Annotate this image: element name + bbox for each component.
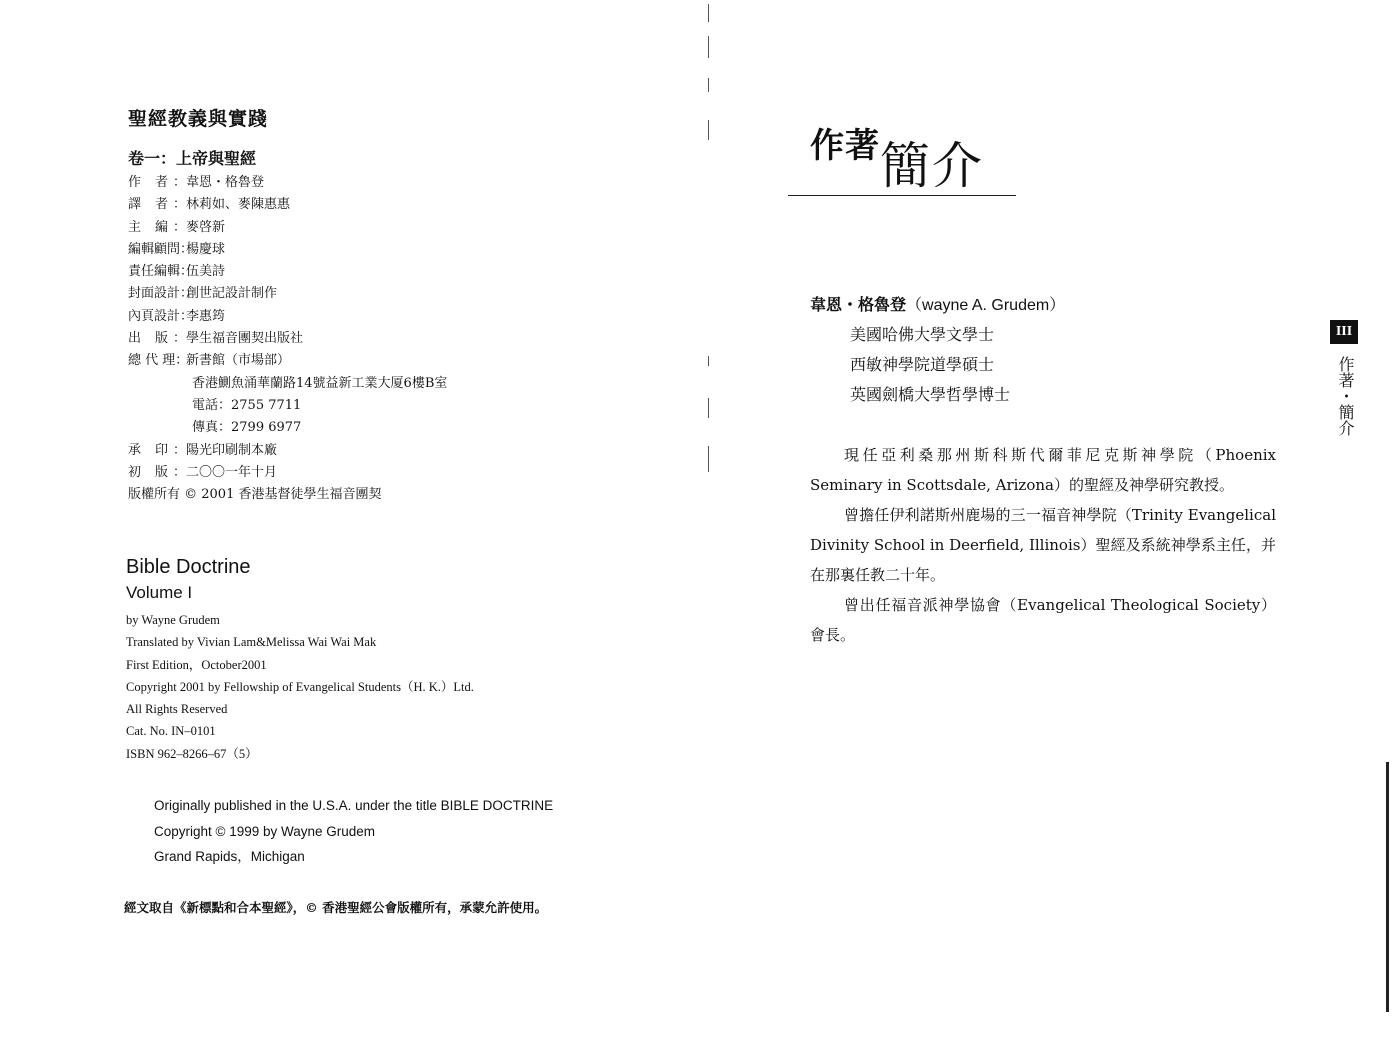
credit-row bbox=[128, 217, 447, 239]
credit-label: 主 編： bbox=[128, 219, 186, 235]
heading-underline bbox=[788, 195, 1016, 196]
credit-value: 伍美詩 bbox=[186, 264, 226, 280]
book-title-english: Bible Doctrine bbox=[126, 556, 251, 578]
credit-label: 出 版： bbox=[128, 331, 186, 347]
volume-subtitle-chinese: 卷一：上帝與聖經 bbox=[128, 149, 257, 168]
credit-value: 林莉如、麥陳惠惠 bbox=[186, 197, 291, 213]
publication-credits bbox=[128, 172, 447, 506]
credit-label: 作 者： bbox=[128, 175, 186, 190]
credit-value: 二〇〇一年十月 bbox=[186, 464, 278, 480]
credit-row bbox=[128, 440, 447, 462]
english-credit-line: ISBN 962–8266–67（5） bbox=[126, 746, 258, 761]
volume-english: Volume I bbox=[126, 583, 193, 602]
credit-label: 責任編輯： bbox=[128, 264, 194, 280]
credit-value: 學生福音團契出版社 bbox=[186, 331, 304, 347]
english-credit-line: by Wayne Grudem bbox=[126, 613, 220, 627]
credit-row bbox=[128, 350, 447, 372]
credit-row bbox=[128, 283, 447, 305]
original-publication-info bbox=[154, 793, 553, 870]
credit-label: 內頁設計： bbox=[128, 308, 194, 324]
english-credits bbox=[126, 609, 474, 765]
author-name-english: （wayne A. Grudem） bbox=[906, 297, 1066, 314]
section-number-tab: III bbox=[1330, 320, 1358, 344]
biography-paragraph: 曾出任福音派神學協會（Evangelical Theological Society）會長。 bbox=[810, 596, 1276, 644]
credit-label: 承 印： bbox=[128, 442, 186, 458]
page-edge-bar bbox=[1386, 762, 1389, 1012]
heading-part-one: 作著 bbox=[810, 126, 880, 166]
credit-row bbox=[128, 306, 447, 328]
credit-row bbox=[128, 261, 447, 283]
credit-value: 創世記設計制作 bbox=[186, 286, 278, 302]
book-title-chinese: 聖經教義與實踐 bbox=[128, 108, 269, 130]
credit-value: 新書館（市場部） bbox=[186, 353, 291, 369]
credit-row bbox=[128, 462, 447, 484]
english-credit-line: Copyright 2001 by Fellowship of Evangelical Students（H. K.）Ltd. bbox=[126, 679, 474, 694]
copyright-chinese: 版權所有 © 2001 香港基督徒學生福音團契 bbox=[128, 487, 382, 503]
credit-row bbox=[128, 239, 447, 261]
biography-paragraph: 曾擔任伊利諾斯州鹿場的三一福音神學院（Trinity Evangelical Divinity School in Deerfield, Illinois）聖經及系統神學系主任，并在那裏任教二十年。 bbox=[810, 506, 1276, 584]
original-publication-line: Originally published in the U.S.A. under the title BIBLE DOCTRINE bbox=[154, 798, 554, 813]
credit-label: 總 代 理： bbox=[128, 353, 189, 369]
credit-label: 編輯顧問： bbox=[128, 241, 194, 257]
chapter-heading bbox=[810, 118, 984, 195]
credit-value: 韋恩・格魯登 bbox=[186, 175, 265, 190]
original-publication-line: Grand Rapids，Michigan bbox=[154, 849, 305, 864]
section-vertical-title: 作著・簡介 bbox=[1336, 356, 1355, 436]
author-degrees bbox=[850, 320, 1010, 410]
distributor-phone: 電話：2755 7711 bbox=[192, 397, 302, 413]
author-name bbox=[810, 292, 1065, 315]
credit-label: 封面設計： bbox=[128, 286, 194, 302]
author-biography bbox=[810, 440, 1276, 650]
credit-value: 李惠筠 bbox=[186, 308, 226, 324]
scripture-permission-note: 經文取自《新標點和合本聖經》，© 香港聖經公會版權所有，承蒙允許使用。 bbox=[124, 900, 548, 915]
author-name-chinese: 韋恩・格魯登 bbox=[810, 295, 907, 314]
credit-row bbox=[128, 328, 447, 350]
credit-value: 陽光印刷制本廠 bbox=[186, 442, 278, 458]
english-credit-line: Cat. No. IN–0101 bbox=[126, 724, 216, 739]
english-credit-line: Translated by Vivian Lam&Melissa Wai Wai Mak bbox=[126, 635, 377, 650]
credit-row bbox=[128, 172, 447, 194]
biography-paragraph: 現任亞利桑那州斯科斯代爾菲尼克斯神學院（Phoenix Seminary in Scottsdale, Arizona）的聖經及神學研究教授。 bbox=[810, 446, 1276, 494]
distributor-fax: 傳真：2799 6977 bbox=[192, 420, 302, 436]
degree-item: 美國哈佛大學文學士 bbox=[850, 325, 995, 344]
english-credit-line: First Edition，October2001 bbox=[126, 657, 267, 672]
english-credit-line: All Rights Reserved bbox=[126, 702, 228, 717]
credit-row bbox=[128, 194, 447, 216]
heading-part-two: 簡介 bbox=[880, 137, 984, 195]
original-publication-line: Copyright © 1999 by Wayne Grudem bbox=[154, 823, 376, 839]
credit-label: 譯 者： bbox=[128, 197, 186, 213]
degree-item: 英國劍橋大學哲學博士 bbox=[850, 385, 1011, 404]
credit-value: 楊慶球 bbox=[186, 241, 226, 257]
credit-value: 麥啓新 bbox=[186, 219, 226, 235]
degree-item: 西敏神學院道學碩士 bbox=[850, 355, 995, 374]
distributor-address: 香港鰂魚涌華蘭路14號益新工業大厦6樓B室 bbox=[192, 375, 448, 391]
credit-label: 初 版： bbox=[128, 464, 186, 480]
